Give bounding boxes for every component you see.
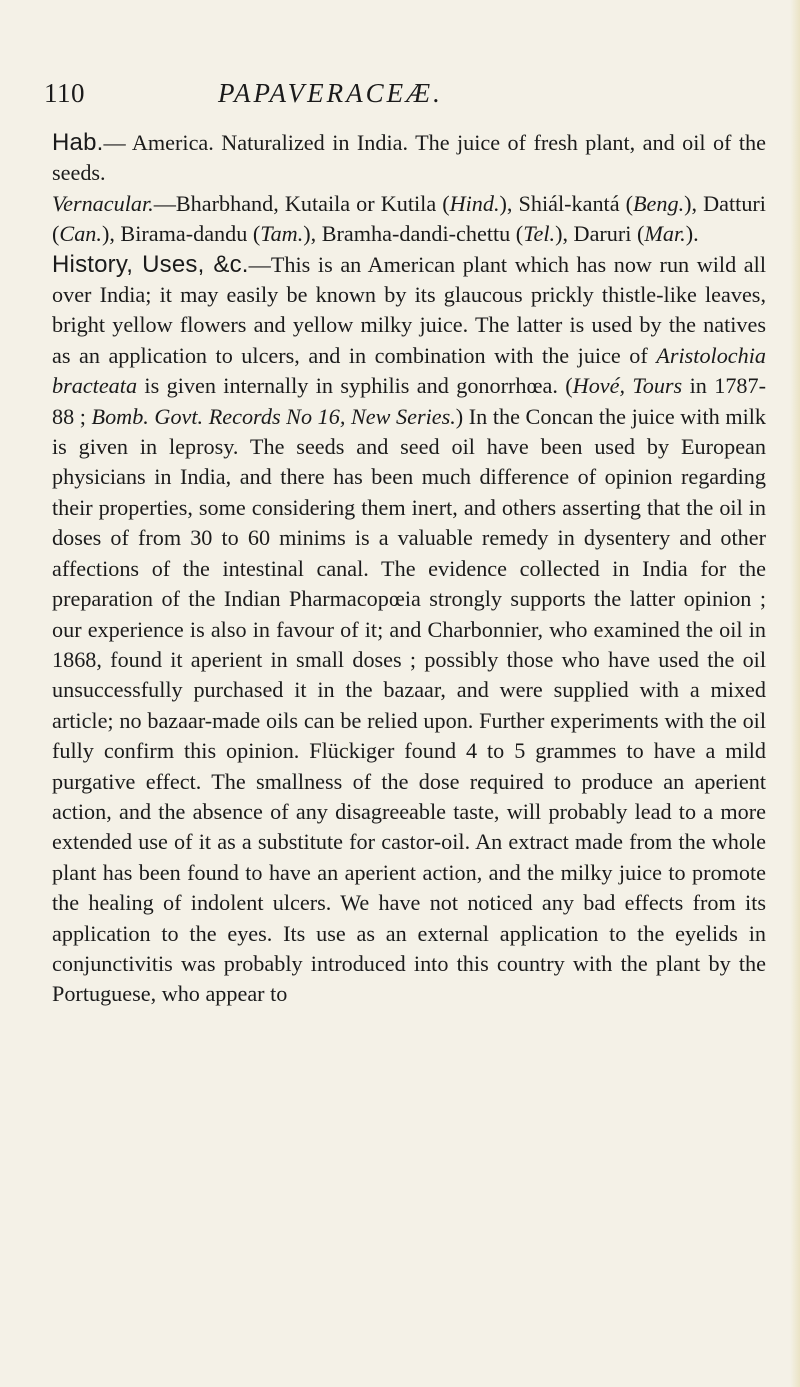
habitat-label: Hab. xyxy=(52,129,104,156)
habitat-text: — America. Naturalized in India. The juice of fresh plant, and oil of the seeds. xyxy=(52,130,766,186)
reference-bombay-records: Bomb. Govt. Records No 16, New Series. xyxy=(91,403,456,429)
history-text: —This is an American plant which has now run wild all over India; it may easily be known by its glaucous prickly thistle-like leaves, bright yellow flowers and yellow milky juice. The latter is used by the natives as an application to ulcers, and in combination with the juice of xyxy=(52,251,766,368)
page-edge-shadow xyxy=(790,0,800,1387)
reference-hove: Hové, Tours xyxy=(572,373,683,399)
page-number: 110 xyxy=(44,78,85,108)
vernacular-text: ), Shiál-kantá ( xyxy=(499,190,633,216)
history-label: History, Uses, &c. xyxy=(52,250,249,278)
running-title: PAPAVERACEÆ. xyxy=(218,78,443,108)
vernacular-paragraph xyxy=(52,189,766,250)
history-text: is given internally in syphilis and gonorrhœa. ( xyxy=(137,373,573,399)
history-text: in 1787-88 ; xyxy=(52,373,766,429)
vernacular-text: ), Daruri ( xyxy=(555,221,645,247)
history-text: ) In the Concan the juice with milk is given in leprosy. The seeds and seed oil have been used by European physicians in India, and there has been much difference of opinion regarding their properties, some considering them inert, and others asserting that the oil in doses of from 30 to 60 minims is a valuable remedy in dysentery and other affections of the intestinal canal. The evidence collected in India for the preparation of the Indian Pharmacopœia strongly supports the latter opinion ; our experience is also in favour of it; and Charbonnier, who examined the oil in 1868, found it aperient in small doses ; possibly those who have used the oil unsuccessfully purchased it in the bazaar, and were supplied with a mixed article; no bazaar-made oils can be relied upon. Further experiments with the oil fully confirm this opinion. Flückiger found 4 to 5 grammes to have a mild purgative effect. The smallness of the dose required to produce an aperient action, and the absence of any disagreeable taste, will probably lead to a more extended use of it as a substitute for castor-oil. An extract made from the whole plant has been found to have an aperient action, and the milky juice to promote the healing of indolent ulcers. We have not noticed any bad effects from its application to the eyes. Its use as an external application to the eyelids in conjunctivitis was probably introduced into this country with the plant by the Portuguese, who appear to xyxy=(52,403,766,1007)
lang-beng: Beng. xyxy=(633,190,685,216)
running-header xyxy=(44,78,764,112)
body-text xyxy=(52,128,766,1010)
habitat-paragraph xyxy=(52,128,766,189)
vernacular-text: —Bharbhand, Kutaila or Kutila ( xyxy=(153,190,450,216)
history-paragraph xyxy=(52,250,766,1010)
lang-tam: Tam. xyxy=(260,221,304,247)
vernacular-text: ), Bramha-dandi-chettu ( xyxy=(303,221,524,247)
species-name: Aristolochia bracteata xyxy=(52,342,766,399)
vernacular-label: Vernacular. xyxy=(52,190,154,216)
lang-hind: Hind. xyxy=(449,190,500,216)
lang-can: Can. xyxy=(59,221,102,247)
vernacular-text: ). xyxy=(685,221,699,247)
lang-mar: Mar. xyxy=(644,221,686,247)
vernacular-text: ), Datturi ( xyxy=(52,190,766,247)
vernacular-text: ), Birama-dandu ( xyxy=(101,221,261,247)
lang-tel: Tel. xyxy=(523,221,556,247)
